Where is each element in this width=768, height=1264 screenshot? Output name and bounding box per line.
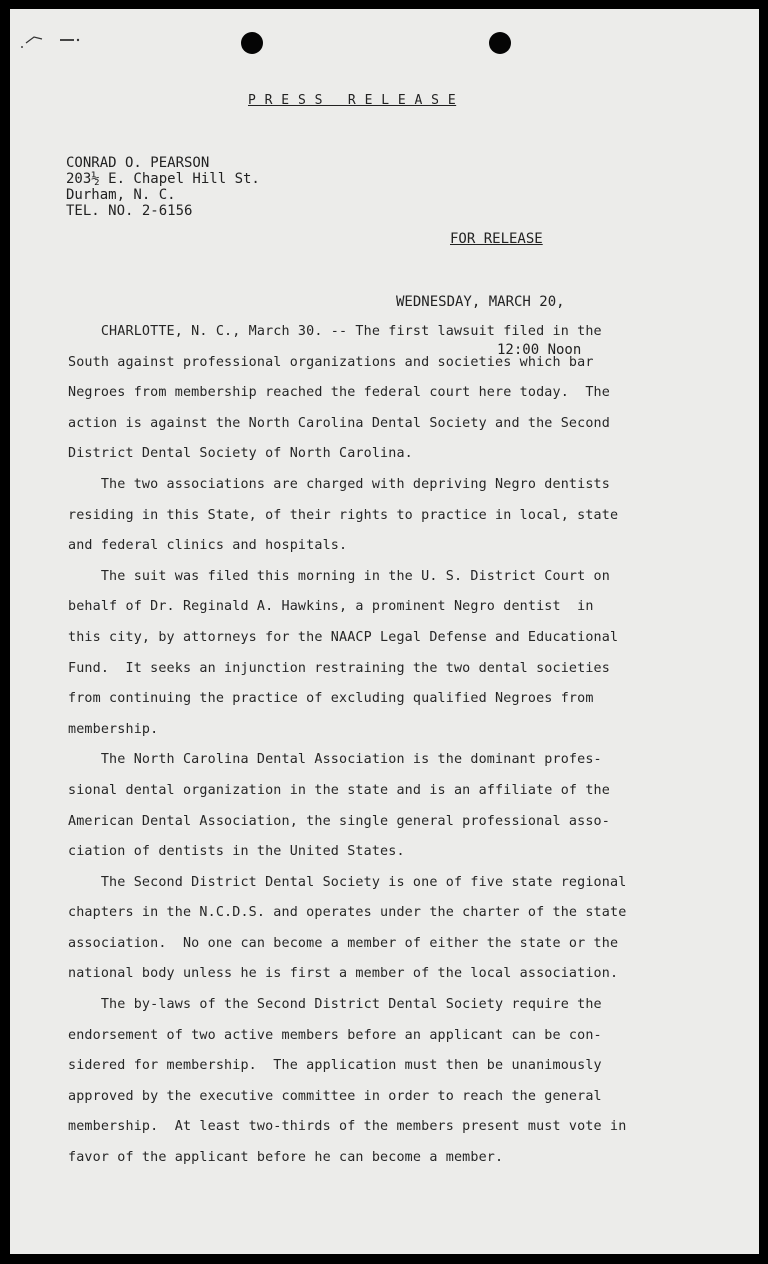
sender-city: Durham, N. C. (66, 187, 176, 203)
body-line: this city, by attorneys for the NAACP Legal Defense and Educational (68, 629, 619, 645)
release-time: 12:00 Noon (497, 342, 582, 358)
body-line: association. No one can become a member of either the state or the (68, 935, 619, 951)
body-line: and federal clinics and hospitals. (68, 538, 348, 554)
body-line: membership. At least two-thirds of the members present must vote in (68, 1119, 627, 1135)
body-line: Fund. It seeks an injunction restraining the two dental societies (68, 660, 610, 676)
body-line: from continuing the practice of excluding qualified Negroes from (68, 691, 594, 707)
body-line: ciation of dentists in the United States. (68, 844, 405, 860)
for-release-label: FOR RELEASE (450, 231, 543, 247)
body-line: Negroes from membership reached the federal court here today. The (68, 385, 610, 401)
body-line: action is against the North Carolina Dental Society and the Second (68, 415, 610, 431)
body-line: membership. (68, 721, 159, 737)
body-line: approved by the executive committee in order to reach the general (68, 1088, 602, 1104)
body-line: The Second District Dental Society is one of five state regional (68, 874, 627, 890)
release-day-date: WEDNESDAY, MARCH 20, (396, 294, 565, 310)
pen-mark-icon (18, 27, 84, 49)
sender-phone: TEL. NO. 2-6156 (66, 203, 193, 219)
body-line: sional dental organization in the state and is an affiliate of the (68, 782, 610, 798)
body-line: South against professional organizations and societies which bar (68, 354, 594, 370)
sender-address-block (66, 155, 260, 219)
body-line: chapters in the N.C.D.S. and operates under the charter of the state (68, 905, 627, 921)
body-line: American Dental Association, the single general professional asso- (68, 813, 610, 829)
press-release-title: P R E S S R E L E A S E (248, 93, 457, 108)
punch-hole-right (489, 32, 511, 54)
body-line: sidered for membership. The application must then be unanimously (68, 1058, 602, 1074)
document-page (10, 9, 759, 1254)
body-line: national body unless he is first a member of the local association. (68, 966, 619, 982)
body-line: The North Carolina Dental Association is the dominant profes- (68, 752, 602, 768)
sender-name: CONRAD O. PEARSON (66, 155, 210, 171)
body-line: The by-laws of the Second District Dental Society require the (68, 997, 602, 1013)
release-body (68, 317, 708, 1174)
body-line: behalf of Dr. Reginald A. Hawkins, a prominent Negro dentist in (68, 599, 594, 615)
body-line: residing in this State, of their rights to practice in local, state (68, 507, 619, 523)
body-line: favor of the applicant before he can become a member. (68, 1150, 504, 1166)
punch-hole-left (241, 32, 263, 54)
body-line: CHARLOTTE, N. C., March 30. -- The first lawsuit filed in the (68, 324, 602, 339)
body-line: The two associations are charged with depriving Negro dentists (68, 476, 610, 492)
body-line: endorsement of two active members before an applicant can be con- (68, 1027, 602, 1043)
body-line: District Dental Society of North Carolina. (68, 446, 413, 462)
body-line: The suit was filed this morning in the U. S. District Court on (68, 568, 610, 584)
sender-street: 203½ E. Chapel Hill St. (66, 171, 260, 187)
